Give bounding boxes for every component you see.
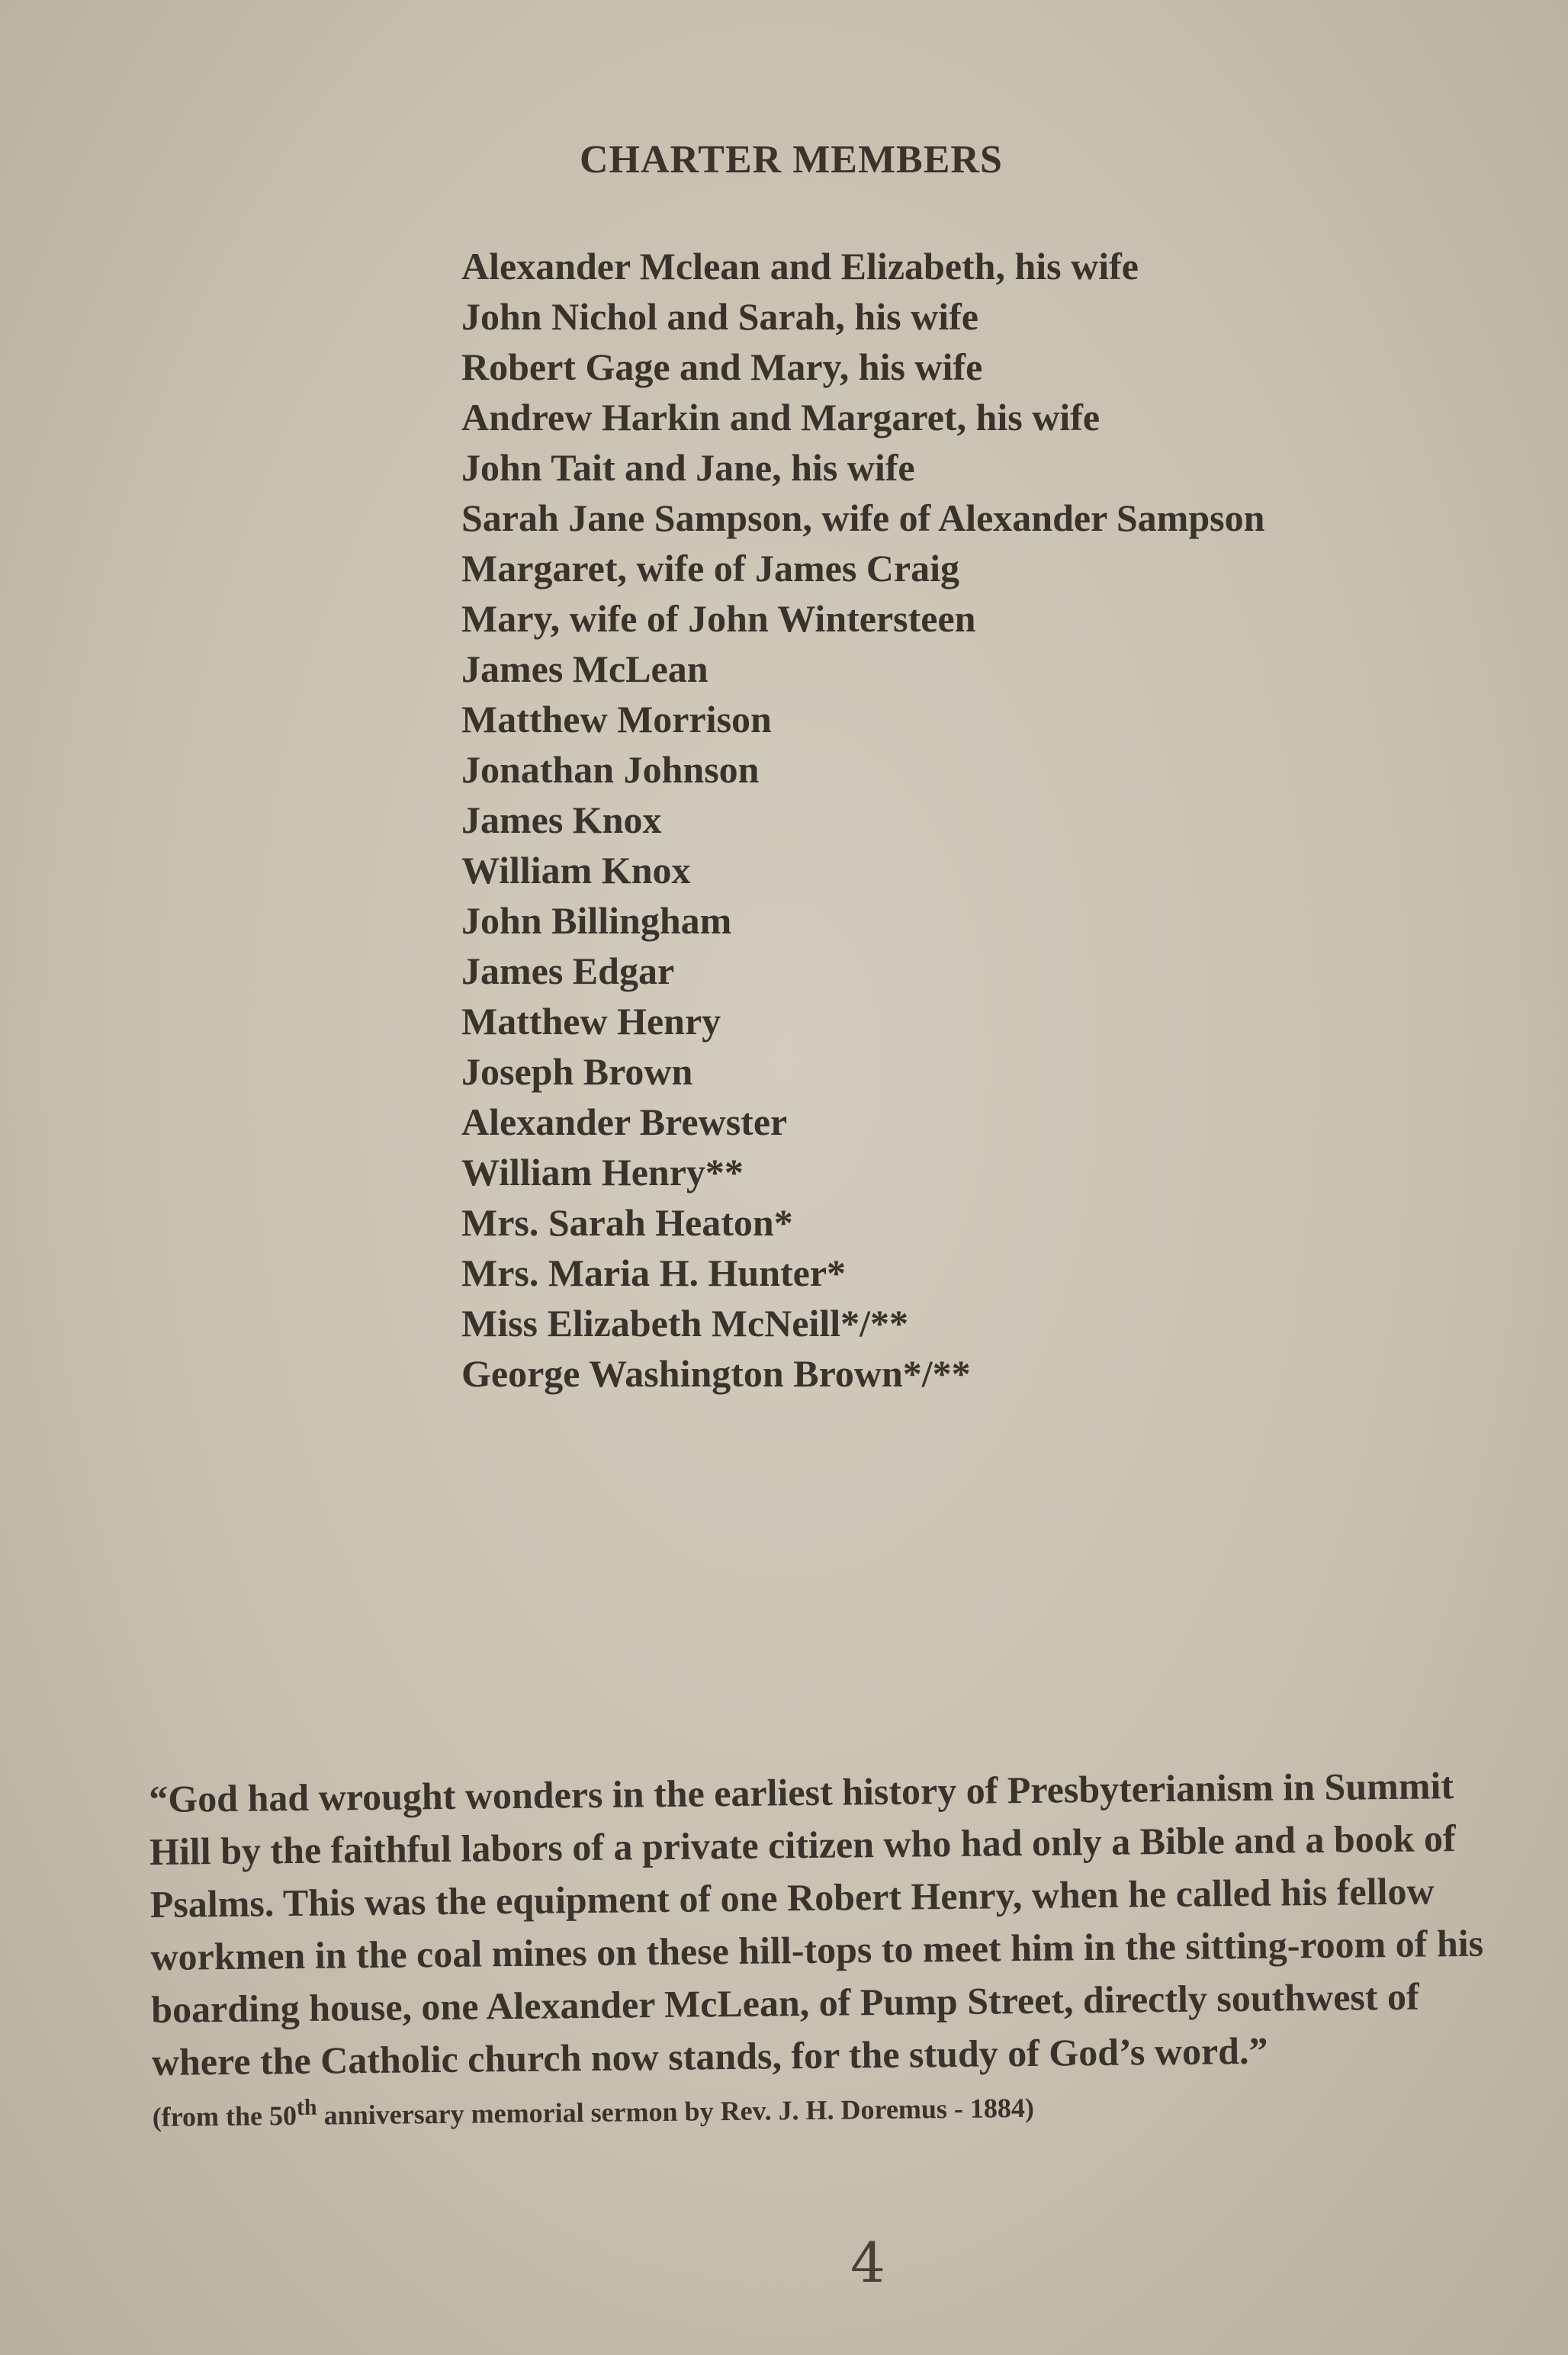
quote-block <box>149 1759 1495 2133</box>
list-item: John Billingham <box>461 899 732 942</box>
list-item: John Nichol and Sarah, his wife <box>461 295 978 338</box>
list-item: Alexander Brewster <box>461 1100 788 1143</box>
list-item: Mrs. Sarah Heaton* <box>461 1201 793 1244</box>
list-item: Andrew Harkin and Margaret, his wife <box>461 396 1100 439</box>
list-item: Mary, wife of John Wintersteen <box>461 597 976 640</box>
list-item: James Edgar <box>461 949 675 992</box>
list-item: Miss Elizabeth McNeill*/** <box>461 1302 909 1345</box>
citation-suffix: anniversary memorial sermon by Rev. J. H. Doremus - 1884) <box>316 2092 1035 2131</box>
page-title: CHARTER MEMBERS <box>580 138 1003 182</box>
list-item: George Washington Brown*/** <box>461 1352 971 1395</box>
list-item: John Tait and Jane, his wife <box>461 446 915 489</box>
citation-prefix: (from the 50 <box>152 2100 297 2132</box>
list-item: Alexander Mclean and Elizabeth, his wife <box>461 245 1139 288</box>
list-item: James Knox <box>461 798 662 841</box>
list-item: William Knox <box>461 849 691 892</box>
quote-text: “God had wrought wonders in the earliest history of Presbyterianism in Summit Hill by the faithful labors of a private citizen who had only a Bible and a book of Psalms. This was the equipment of one Robert Henry, when he called his fellow workmen in the coal mines on these hill-tops to meet him in the sitting-room of his boarding house, one Alexander McLean, of Pump Street, directly southwest of where the Catholic church now stands, for the study of God’s word.” <box>149 1764 1484 2084</box>
list-item: Matthew Morrison <box>461 698 772 741</box>
charter-members-list <box>461 241 1264 1399</box>
list-item: Sarah Jane Sampson, wife of Alexander Sampson <box>461 496 1265 539</box>
list-item: Robert Gage and Mary, his wife <box>461 345 983 388</box>
list-item: Joseph Brown <box>461 1050 693 1093</box>
page-number: 4 <box>850 2231 885 2295</box>
list-item: William Henry** <box>461 1151 744 1194</box>
list-item: Mrs. Maria H. Hunter* <box>461 1251 847 1294</box>
list-item: Jonathan Johnson <box>461 748 760 791</box>
list-item: Margaret, wife of James Craig <box>461 547 960 590</box>
list-item: James McLean <box>461 647 708 690</box>
citation <box>152 2083 1494 2133</box>
citation-superscript: th <box>296 2094 317 2120</box>
list-item: Matthew Henry <box>461 1000 721 1043</box>
